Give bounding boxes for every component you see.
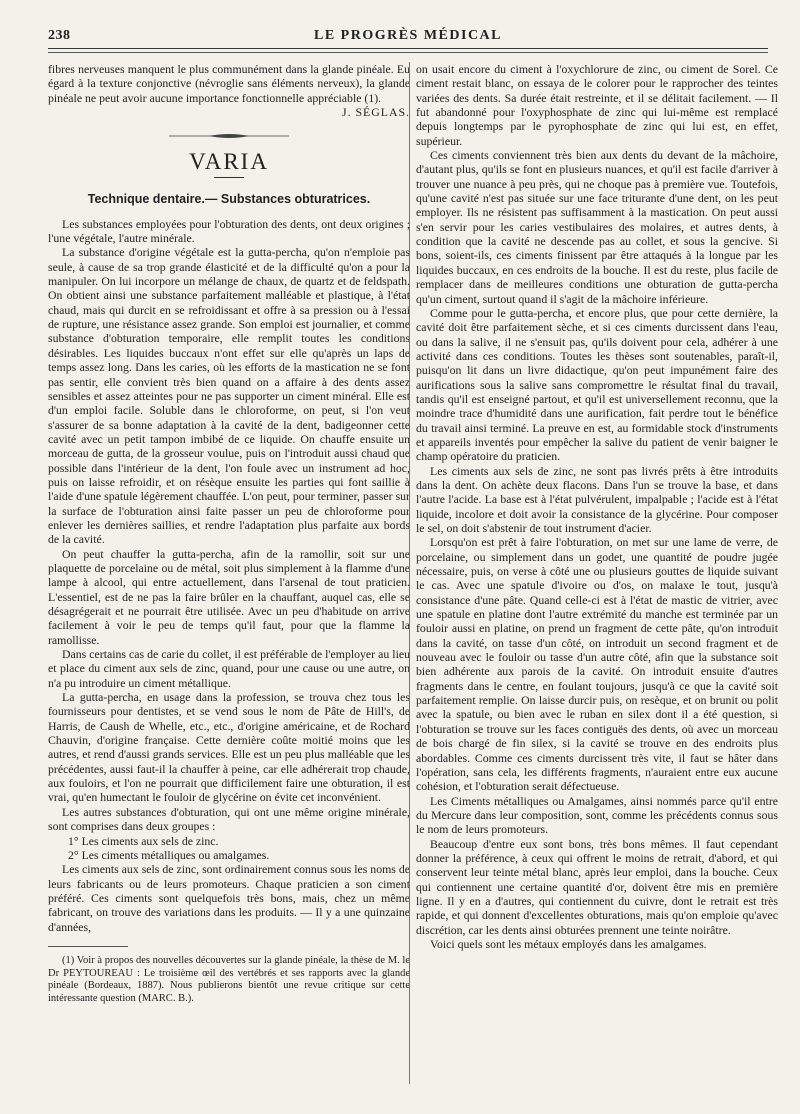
footnote: (1) Voir à propos des nouvelles découvertes sur la glande pinéale, la thèse de M. le Dr PEYTOUREAU : Le troisième œil des vertébrés et ses rapports avec la glande pinéale (Bordeaux, 1887). Nous publierons bientôt une revue critique sur cette intéressante question (MARC. B.). <box>48 954 410 1004</box>
column-divider <box>409 62 410 1084</box>
paragraph: Les Ciments métalliques ou Amalgames, ainsi nommés parce qu'il entre du Mercure dans leur composition, sont, comme les précédents connus sous le nom de leurs promoteurs. <box>416 793 778 837</box>
paragraph: La gutta-percha, en usage dans la profession, se trouva chez tous les fournisseurs pour dentistes, et se vend sous le nom de Pâte de Hill's, de Harris, de Caush de Whelle, etc., etc., d'origine américaine, et de Rochard Chauvin, d'origine française. Cette dernière coûte moitié moins que les autres, et rend d'aussi grands services. Elle est un peu plus malléable que les précédentes, aussi faut-il la chauffer à peine, car elle adhérerait trop chaude, aux fouloirs, et l'on ne pourrait que difficilement faire une obturation, il est vrai, qu'en humectant le fouloir de glycérine on évite cet inconvénient. <box>48 690 410 805</box>
paragraph: Dans certains cas de carie du collet, il est préférable de l'employer au lieu et place du ciment aux sels de zinc, quand, pour une cause ou une autre, on n'a pu introduire un ciment métallique. <box>48 647 410 690</box>
paragraph: Beaucoup d'entre eux sont bons, très bons mêmes. Il faut cependant donner la préférence, à ceux qui offrent le moins de retrait, d'abord, et qui conservent leur teinte métal blanc, après leur emploi, dans la bouche. Ceux qui contiennent une certaine quantité d'or, doivent être mis en première ligne. Il y en a d'autres, qui contiennent du cuivre, dont le retrait est très rapide, et qui donnent d'excellentes obturations, mais qu'on emploie qu'avec discrétion, car les dents ainsi obturées prennent une teinte noirâtre. <box>416 836 778 937</box>
paragraph: Les substances employées pour l'obturation des dents, ont deux origines ; l'une végétale, l'autre minérale. <box>48 216 410 246</box>
continuation-paragraph: fibres nerveuses manquent le plus communément dans la glande pinéale. Eu égard à la texture conjonctive (névroglie sans éléments nerveux), la glande pinéale ne peut avoir aucune importance fonctionnelle appréciable (1). <box>48 62 410 105</box>
paragraph: Lorsqu'on est prêt à faire l'obturation, on met sur une lame de verre, de porcelaine, ou simplement dans un godet, une quantité de poudre jugée nécessaire, puis, on verse à côté une ou plusieurs gouttes de liquide suivant le cas. Avec une spatule d'ivoire ou d'os, on malaxe le tout, jusqu'à consistance d'une pâte. Quand celle-ci est à l'état de mastic de vitrier, avec une spatule en platine dont l'autre extrémité du manche est terminée par un fouloir aussi en platine, on prend un fragment de cette pâte, qu'on introduit dans la cavité, on tasse d'un côté, on introduit un second fragment et de nouveau avec le fouloir ou tasse d'un autre côté, afin que la substance soit bien adhérente aux parois de la cavité. On introduit ensuite d'autres fragments dans le centre, en foulant toujours, jusqu'à ce que la cavité soit parfaitement remplie. On laisse durcir puis, on resèque, et on brunit ou polit avec la spatule, ou bien avec le ruban en silex dont il a été question, si l'obturation se trouve sur les faces contiguës des dents, où avec un morceau de bois chargé de fin silex, si la cavité se trouve en des endroits plus abordables. Comme ces ciments durcissent très vite, il faut se hâter dans l'opération, sans cela, les différents fragments, n'auraient entre eux aucune cohésion, et l'obturation serait défectueuse. <box>416 535 778 794</box>
section-heading: VARIA <box>189 149 269 175</box>
footnote-rule <box>48 946 128 947</box>
paragraph: Les autres substances d'obturation, qui ont une même origine minérale, sont comprises dans deux groupes : <box>48 804 410 834</box>
left-column <box>48 62 410 1084</box>
paragraph: La substance d'origine végétale est la gutta-percha, qu'on n'emploie pas seule, à cause de sa trop grande élasticité et de la difficulté qu'on a pour la manipuler. On lui incorpore un mélange de chaux, de quartz et de feldspath. On obtient ainsi une substance parfaitement malléable et plastique, à l'état chaud, mais qui durcit en se refroidissant et offre à sa pression ou à l'essai de rupture, une résistance assez grande. Son emploi est journalier, et comme substance d'obturation temporaire, elle remplit toutes les conditions désirables. Les liquides buccaux n'ont effet sur elle qu'après un laps de temps assez long. Dans les caries, où les efforts de la mastication ne se font pas sentir, elle convient très bien quand on a affaire à des dents assez sensibles et assez atteintes pour ne pas supporter un ciment minéral. Elle est d'un emploi facile. Soluble dans le chloroforme, on peut, si l'on veut s'assurer de sa bonne adaptation à la cavité de la dent, badigeonner cette cavité avec un petit tampon imbibé de ce liquide. On chauffe ensuite un morceau de gutta, de la grosseur voulue, puis on l'introduit aussi chaud que possible dans l'intérieur de la dent, l'on foule avec un instrument ad hoc, puis on laisse refroidir, et on résèque ensuite les parties qui font saillie à l'aide d'une spatule légèrement chauffée. L'on peut, pour terminer, passer sur la surface de l'obturation ainsi faite passer un peu de chloroforme pour enlever les dernières saillies, et rendre l'adaptation plus parfaite aux bords de la cavité. <box>48 245 410 547</box>
paragraph: Comme pour le gutta-percha, et encore plus, que pour cette dernière, la cavité doit être parfaitement sèche, et si ces ciments durcissent dans l'eau, ou dans la salive, il ne s'ensuit pas, qu'ils doivent pour cela, adhérer à une activité dans ces conditions. Toutes les thèses sont soutenables, paraît-il, puisqu'on lit dans un livre didactique, qu'on peut impunément faire des aurifications sous la salive sans compromettre le résultat final du travail, tandis qu'il est enseigné partout, et qu'il est universellement reconnu, que la moindre trace d'humidité dans une aurification, fait perdre tout le bénéfice du travail ainsi terminé. La preuve en est, au formidable stock d'instruments et appareils inventés pour empêcher la salive du patient de venir baigner le champ opératoire du praticien. <box>416 305 778 464</box>
page-number: 238 <box>48 28 71 43</box>
list-item: 1° Les ciments aux sels de zinc. <box>68 833 219 848</box>
heading-underline <box>214 177 244 178</box>
header-rule-thin <box>48 52 768 53</box>
paragraph: on usait encore du ciment à l'oxychlorure de zinc, ou ciment de Sorel. Ce ciment restait blanc, on essaya de le colorer pour le rapprocher des teintes variées des dents. Sa durée était restreinte, et il se délitait facilement. — Il fut abandonné pour l'oxyphosphate de zinc qui lui-même est remplacé depuis longtemps par le pyrophosphate de zinc qui lui est, en effet, supérieur. <box>416 62 778 148</box>
paragraph: Les ciments aux sels de zinc, sont ordinairement connus sous les noms de leurs fabricants ou de leurs promoteurs. Chaque praticien a son ciment préféré. Ces ciments sont quelquefois très bons, mais, chez un même fabricant, on trouve des variations dans les produits. — Il y a une quinzaine d'années, <box>48 862 410 934</box>
article-title: Technique dentaire.— Substances obturatrices. <box>87 192 371 207</box>
running-header <box>48 28 768 46</box>
paragraph: Les ciments aux sels de zinc, ne sont pas livrés prêts à être introduits dans la dent. On achète deux flacons. Dans l'un se trouve la base, et dans l'autre l'acide. La base est à l'état pulvérulent, impalpable ; l'acide est à l'état liquide, incolore et doit avoir la consistance de la glycérine. Pour composer le sel, on doit s'abstenir de tout instrument d'acier. <box>416 463 778 535</box>
paragraph: On peut chauffer la gutta-percha, afin de la ramollir, soit sur une plaquette de porcelaine ou de métal, soit plus simplement à la flamme d'une lampe à alcool, qui entre actuellement, dans l'arsenal de tout praticien. L'essentiel, est de ne pas la faire brûler en la chauffant, auquel cas, elle se désagrégerait et ne pourrait être utilisée. Avec un peu d'habitude on arrive facilement à voir le peu de temps qu'il faut, pour que la flamme la ramollisse. <box>48 546 410 647</box>
author-signature: J. SÉGLAS. <box>341 105 410 120</box>
right-column <box>416 62 778 1084</box>
header-rule-thick <box>48 48 768 49</box>
paragraph: Ces ciments conviennent très bien aux dents du devant de la mâchoire, d'autant plus, qu'ils se font en plusieurs nuances, et qu'il est facile d'arriver à trouver une nuance à peu près, qui ne choque pas à première vue. Toutefois, qu'une cavité n'est pas située sur une face triturante d'une dent, on les peut employer. Ils ne résistent pas suffisamment à la mastication. On peut aussi s'en servir pour les caries vestibulaires des molaires, et autres dents, à condition que la cavité ne descende pas au collet, et sous la gencive. Si bons, soient-ils, ces ciments finissent par être attaqués à la longue par les liquides buccaux, en ces endroits de la bouche. Il est du reste, plus facile de remplacer dans de meilleures conditions une obturation de gutta-percha qu'un ciment, surtout quand il s'agit de la mâchoire inférieure. <box>416 148 778 306</box>
journal-title: LE PROGRÈS MÉDICAL <box>313 28 503 43</box>
list-item: 2° Les ciments métalliques ou amalgames. <box>68 847 270 862</box>
ornament-divider-icon <box>169 133 289 139</box>
paragraph: Voici quels sont les métaux employés dans les amalgames. <box>430 936 707 951</box>
